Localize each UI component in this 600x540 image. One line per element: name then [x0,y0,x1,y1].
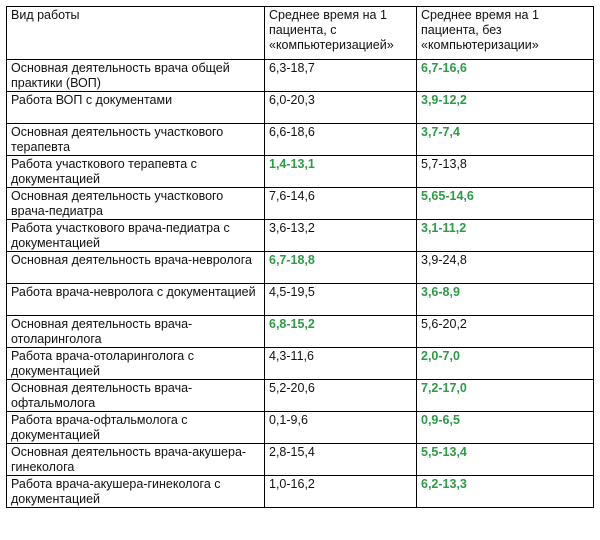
time-comparison-table [6,6,594,508]
without-computerization-cell: 5,5-13,4 [417,444,594,476]
with-computerization-cell: 5,2-20,6 [265,380,417,412]
activity-cell: Работа ВОП с документами [7,92,265,124]
table-body [7,60,594,508]
activity-cell: Работа врача-офтальмолога с документацией [7,412,265,444]
activity-cell: Работа врача-отоларинголога с документацией [7,348,265,380]
table-row [7,412,594,444]
header-row [7,7,594,60]
table-row [7,284,594,316]
with-computerization-cell: 2,8-15,4 [265,444,417,476]
with-computerization-cell: 6,6-18,6 [265,124,417,156]
header-activity: Вид работы [7,7,265,60]
with-computerization-cell: 6,7-18,8 [265,252,417,284]
with-computerization-cell: 6,3-18,7 [265,60,417,92]
without-computerization-cell: 5,7-13,8 [417,156,594,188]
table-row [7,444,594,476]
table-row [7,60,594,92]
activity-cell: Основная деятельность врача-офтальмолога [7,380,265,412]
without-computerization-cell: 0,9-6,5 [417,412,594,444]
with-computerization-cell: 6,8-15,2 [265,316,417,348]
with-computerization-cell: 7,6-14,6 [265,188,417,220]
activity-cell: Работа участкового врача-педиатра с документацией [7,220,265,252]
activity-cell: Работа участкового терапевта с документацией [7,156,265,188]
activity-cell: Основная деятельность участкового врача-педиатра [7,188,265,220]
table-row [7,348,594,380]
table-row [7,188,594,220]
without-computerization-cell: 6,7-16,6 [417,60,594,92]
activity-cell: Работа врача-невролога с документацией [7,284,265,316]
without-computerization-cell: 7,2-17,0 [417,380,594,412]
table-row [7,92,594,124]
header-without-computerization: Среднее время на 1 пациента, без «компьютеризации» [417,7,594,60]
without-computerization-cell: 3,1-11,2 [417,220,594,252]
with-computerization-cell: 1,0-16,2 [265,476,417,508]
with-computerization-cell: 6,0-20,3 [265,92,417,124]
activity-cell: Основная деятельность врача-акушера-гинеколога [7,444,265,476]
activity-cell: Основная деятельность врача-невролога [7,252,265,284]
table-row [7,124,594,156]
table-row [7,316,594,348]
activity-cell: Основная деятельность участкового терапевта [7,124,265,156]
table-row [7,476,594,508]
table-row [7,380,594,412]
table-row [7,252,594,284]
activity-cell: Основная деятельность врача-отоларинголога [7,316,265,348]
with-computerization-cell: 4,5-19,5 [265,284,417,316]
without-computerization-cell: 3,6-8,9 [417,284,594,316]
table-row [7,220,594,252]
without-computerization-cell: 5,65-14,6 [417,188,594,220]
without-computerization-cell: 6,2-13,3 [417,476,594,508]
header-with-computerization: Среднее время на 1 пациента, с «компьютеризацией» [265,7,417,60]
with-computerization-cell: 0,1-9,6 [265,412,417,444]
activity-cell: Основная деятельность врача общей практики (ВОП) [7,60,265,92]
without-computerization-cell: 3,9-24,8 [417,252,594,284]
without-computerization-cell: 5,6-20,2 [417,316,594,348]
with-computerization-cell: 1,4-13,1 [265,156,417,188]
without-computerization-cell: 2,0-7,0 [417,348,594,380]
without-computerization-cell: 3,7-7,4 [417,124,594,156]
table-row [7,156,594,188]
with-computerization-cell: 4,3-11,6 [265,348,417,380]
without-computerization-cell: 3,9-12,2 [417,92,594,124]
activity-cell: Работа врача-акушера-гинеколога с документацией [7,476,265,508]
with-computerization-cell: 3,6-13,2 [265,220,417,252]
